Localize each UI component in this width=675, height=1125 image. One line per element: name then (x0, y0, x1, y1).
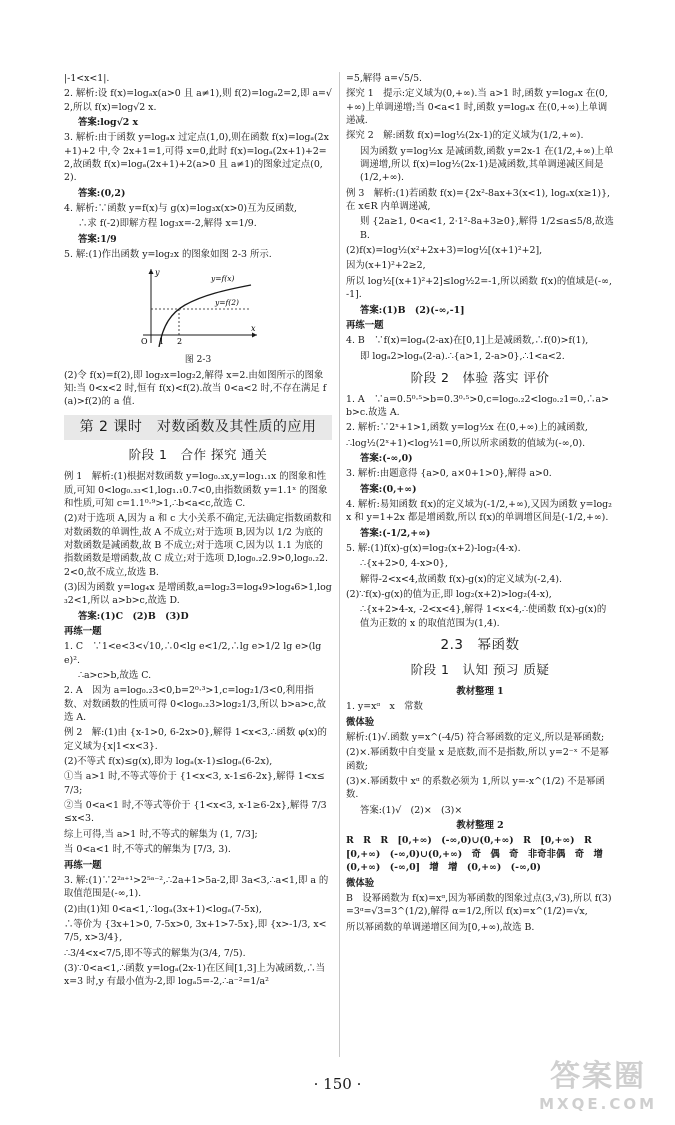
right-line: ∴log½(2ˣ+1)<log½1=0,所以所求函数的值域为(-∞,0). (346, 437, 586, 449)
right-line: 5. 解:(1)f(x)-g(x)=log₂(x+2)-log₂(4-x). (346, 543, 521, 555)
micro-heading: 微体验 (346, 716, 375, 728)
column-divider (339, 72, 340, 1057)
right-line: 探究 1 提示:定义域为(0,+∞).当 a>1 时,函数 y=logₐx 在(0,+∞)上单调递增;当 0<a<1 时,函数 y=logₐx 在(0,+∞)上单调递减. (346, 88, 608, 127)
right-line: 探究 2 解:函数 f(x)=log½(2x-1)的定义域为(1/2,+∞). (346, 130, 584, 142)
left-line: 2. 解析:设 f(x)=logₐx(a>0 且 a≠1),则 f(2)=logₐ2=2,即 a=√2,所以 f(x)=log√2 x. (64, 88, 332, 113)
left-answer: 答案:log√2 x (78, 117, 139, 129)
watermark-logo: 答案圈 (550, 1059, 647, 1094)
right-line: ∴{x+2>0, 4-x>0}, (360, 558, 449, 570)
right-line: (2)∵f(x)-g(x)的值为正,即 log₂(x+2)>log₂(4-x), (346, 589, 552, 601)
left-line: (2)令 f(x)=f(2),即 log₂x=log₂2,解得 x=2.由如图所示的图象知:当 0<x<2 时,恒有 f(x)<f(2).故当 0<a<2 时,不存在满足 f(a)>f(2)的 a 值. (64, 369, 327, 408)
left-line: 2. A 因为 a=log₀.₂3<0,b=2⁰·³>1,c=log₂1/3<0,利用指数、对数函数的性质可得 0<log₀.₂3>log₂1/3,所以 b>a>c,故选 A. (64, 685, 326, 724)
stage3-title: 阶段 1 认知 预习 质疑 (410, 662, 550, 678)
watermark-url: MXQE.COM (539, 1095, 657, 1113)
right-line: 1. y=xᵅ x 常数 (346, 701, 423, 713)
right-line: B 设幂函数为 f(x)=xᵅ,因为幂函数的图象过点(3,√3),所以 f(3)=3ᵅ=√3=3^(1/2),解得 α=1/2,所以 f(x)=x^(1/2)=√x, (346, 892, 612, 918)
right-line: (2)×.幂函数中自变量 x 是底数,而不是指数,所以 y=2⁻ˣ 不是幂函数; (346, 747, 609, 772)
site-watermark (539, 1051, 657, 1113)
left-line: ∴求 f(-2)即解方程 log₃x=-2,解得 x=1/9. (78, 218, 257, 230)
left-line: (2)由(1)知 0<a<1,∵logₐ(3x+1)<logₐ(7-5x), (64, 903, 262, 915)
log-graph-svg (133, 265, 263, 347)
practice-heading: 再练一题 (64, 859, 102, 871)
right-line: (3)×.幂函数中 xᵅ 的系数必须为 1,所以 y=-x^(1/2) 不是幂函数. (346, 776, 605, 801)
graph-caption: 图 2-3 (184, 354, 212, 365)
y-axis-label: y (155, 268, 160, 278)
right-line: 2. 解析:∵2ˣ+1>1,函数 y=log½x 在(0,+∞)上的减函数, (346, 422, 588, 434)
right-line: 即 logₐ2>logₐ(2-a).∴{a>1, 2-a>0},∴1<a<2. (360, 350, 565, 362)
left-answer: 答案:(0,2) (78, 187, 126, 199)
right-line: 4. B ∵f(x)=logₐ(2-ax)在[0,1]上是减函数,∴f(0)>f(1), (346, 335, 589, 347)
right-line: 所以幂函数的单调递增区间为[0,+∞),故选 B. (346, 921, 535, 933)
page-number: · 150 · (313, 1075, 362, 1093)
left-line: |-1<x<1|. (64, 73, 110, 84)
log-curve (159, 285, 251, 347)
left-line: (2)不等式 f(x)≤g(x),即为 logₐ(x-1)≤logₐ(6-2x), (64, 756, 273, 768)
x-axis-arrow (252, 333, 257, 338)
tick-1-label: 1 (159, 337, 165, 347)
tick-2-label: 2 (177, 337, 183, 347)
left-answer: 答案:(1)C (2)B (3)D (78, 610, 189, 622)
left-column (64, 72, 332, 991)
right-answer: 答案:(1)√ (2)× (3)× (360, 804, 463, 816)
left-line: 3. 解:(1)∵2²ᵃ⁺¹>2⁵ᵃ⁻²,∴2a+1>5a-2,即 3a<3,∴a<1,即 a 的取值范围是(-∞,1). (64, 874, 329, 900)
left-line: ∴等价为 {3x+1>0, 7-5x>0, 3x+1>7-5x},即 {x>-1/3, x<7/5, x>3/4}, (64, 918, 327, 944)
x-axis-label: x (251, 324, 256, 334)
lesson-title: 第 2 课时 对数函数及其性质的应用 (64, 415, 332, 441)
stage-title: 阶段 1 合作 探究 通关 (128, 447, 268, 463)
left-line: 例 2 解:(1)由 {x-1>0, 6-2x>0},解得 1<x<3,∴函数 φ(x)的定义域为{x|1<x<3}. (64, 727, 327, 752)
line-label: y=f(2) (215, 298, 239, 308)
left-line: 当 0<a<1 时,不等式的解集为 [7/3, 3). (64, 844, 231, 856)
right-line: 1. A ∵a=0.5⁰·⁵>b=0.3⁰·⁵>0,c=log₀.₂2<log₀.₂1=0,∴a>b>c.故选 A. (346, 393, 610, 418)
left-line: 3. 解析:由于函数 y=logₐx 过定点(1,0),则在函数 f(x)=logₐ(2x+1)+2 中,令 2x+1=1,可得 x=0,此时 f(x)=logₐ(2x+1)+2=2,故函数 f(x)=logₐ(2x+1)+2(a>0 且 a≠1)的图象过定点(0,2). (64, 132, 329, 184)
right-answer: 答案:(-1/2,+∞) (360, 527, 431, 539)
curve-label: y=f(x) (211, 274, 235, 284)
right-column (346, 72, 614, 936)
left-line: ∴3/4<x<7/5,即不等式的解集为(3/4, 7/5). (64, 947, 246, 959)
right-line: 解析:(1)√.函数 y=x^(-4/5) 符合幂函数的定义,所以是幂函数; (346, 732, 605, 744)
practice-heading: 再练一题 (346, 319, 384, 331)
left-line: 综上可得,当 a>1 时,不等式的解集为 (1, 7/3]; (64, 828, 258, 840)
right-line: 因为函数 y=log½x 是减函数,函数 y=2x-1 在(1/2,+∞)上单调递增,所以 f(x)=log½(2x-1)是减函数,其单调递减区间是(1/2,+∞). (360, 145, 614, 184)
right-answer: 答案:(-∞,0) (360, 453, 413, 464)
left-line: 例 1 解析:(1)根据对数函数 y=log₀.₃x,y=log₁.₁x 的图象和性质,可知 0<log₀.₃₃<1,log₁.₁0.7<0,由指数函数 y=1.1ˣ 的图象和性质,可知 c=1.1⁰·⁹>1,∴b<a<c,故选 C. (64, 471, 328, 509)
right-answer: 答案:(1)B (2)(-∞,-1] (360, 304, 465, 316)
left-line: 5. 解:(1)作出函数 y=log₂x 的图象如图 2-3 所示. (64, 249, 272, 261)
y-axis-arrow (149, 269, 154, 274)
sub-heading-2: 教材整理 2 (456, 820, 504, 832)
left-line: 4. 解析:∵函数 y=f(x)与 g(x)=log₃x(x>0)互为反函数, (64, 203, 297, 215)
sub-heading-1: 教材整理 1 (456, 686, 504, 698)
right-line: 因为(x+1)²+2≥2, (346, 260, 426, 272)
right-line: 则 {2a≥1, 0<a<1, 2·1²-8a+3≥0},解得 1/2≤a≤5/8,故选 B. (360, 216, 614, 241)
right-line: 3. 解析:由题意得 {a>0, a×0+1>0},解得 a>0. (346, 468, 552, 480)
left-line: (2)对于选项 A,因为 a 和 c 大小关系不确定,无法确定指数函数和对数函数的单调性,故 A 不成立;对于选项 B,因为以 1/2 为底的对数函数是减函数,故 B 不成立;对于选项 C,因为以 1.1 为底的指数函数是增函数,故 C 成立;对于选项 D,log₀.₂2.9>0,log₀.₂2.2<0,故不成立,故选 B. (64, 513, 332, 578)
right-line: 4. 解析:易知函数 f(x)的定义域为(-1/2,+∞),又因为函数 y=log₂x 和 y=1+2x 都是增函数,所以 f(x)的单调增区间是(-1/2,+∞). (346, 499, 612, 524)
right-answer: 答案:(0,+∞) (360, 483, 417, 495)
left-line: (3)因为函数 y=log₄x 是增函数,a=log₂3=log₄9>log₄6>1,log₃2<1,所以 a>b>c,故选 D. (64, 581, 332, 607)
left-answer: 答案:1/9 (78, 233, 117, 245)
right-line: =5,解得 a=√5/5. (346, 73, 423, 84)
left-line: ①当 a>1 时,不等式等价于 {1<x<3, x-1≤6-2x},解得 1<x≤7/3; (64, 771, 325, 796)
log-graph (64, 265, 332, 351)
right-line: 例 3 解析:(1)若函数 f(x)={2x²-8ax+3(x<1), logₐx(x≥1)},在 x∈R 内单调递减, (346, 187, 611, 213)
section-title: 2.3 幂函数 (440, 637, 520, 654)
left-line: (3)∵0<a<1,∴函数 y=logₐ(2x-1)在区间[1,3]上为减函数,∴当 x=3 时,y 有最小值为-2,即 logₐ5=-2,∴a⁻²=1/a² (64, 962, 326, 988)
practice-heading: 再练一题 (64, 626, 102, 638)
stage2-title: 阶段 2 体验 落实 评价 (410, 369, 550, 385)
right-line: 解得-2<x<4,故函数 f(x)-g(x)的定义域为(-2,4). (360, 573, 563, 585)
right-line: (2)f(x)=log½(x²+2x+3)=log½[(x+1)²+2], (346, 245, 543, 257)
left-line: ②当 0<a<1 时,不等式等价于 {1<x<3, x-1≥6-2x},解得 7/3≤x<3. (64, 800, 327, 825)
left-line: 1. C ∵1<e<3<√10,∴0<lg e<1/2,∴lg e>1/2 lg e>(lg e)². (64, 641, 322, 666)
right-line: ∴{x+2>4-x, -2<x<4},解得 1<x<4,∴使函数 f(x)-g(x)的值为正数的 x 的取值范围为(1,4). (360, 604, 607, 629)
right-line: 所以 log½[(x+1)²+2]≤log½2=-1,所以函数 f(x)的值域是(-∞,-1]. (346, 275, 612, 301)
left-line: ∴a>c>b,故选 C. (78, 670, 152, 682)
micro-heading: 微体验 (346, 877, 375, 889)
right-line: R R R [0,+∞) (-∞,0)∪(0,+∞) R [0,+∞) R [0,+∞) (-∞,0)∪(0,+∞) 奇 偶 奇 非奇非偶 奇 增 (0,+∞) (-∞,0] 增 增 (0,+∞) (-∞,0) (346, 835, 613, 874)
origin-label: O (141, 337, 148, 347)
